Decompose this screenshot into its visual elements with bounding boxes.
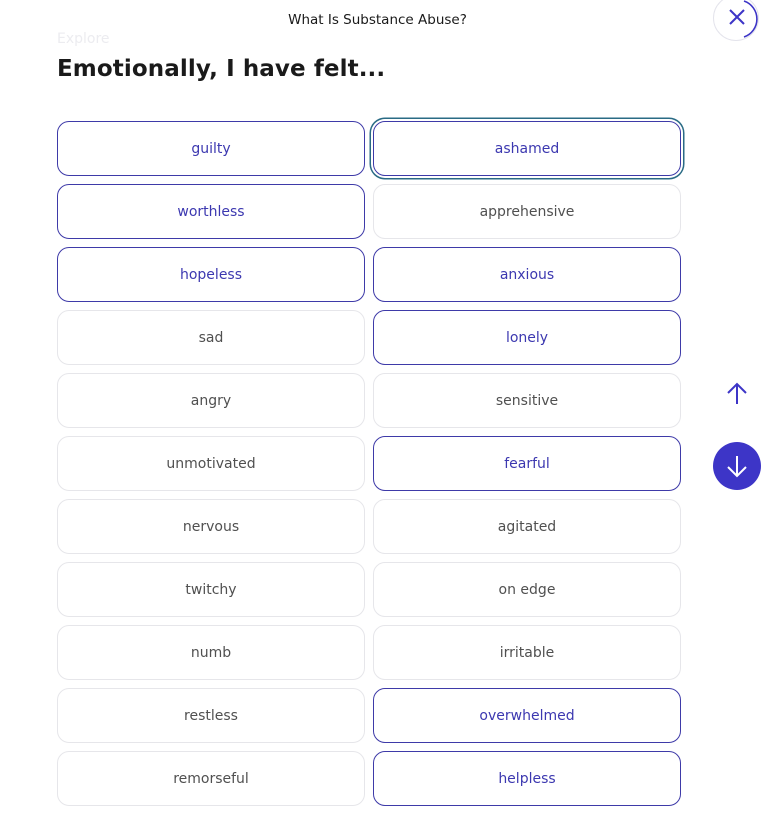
arrow-down-icon xyxy=(713,442,761,490)
option-chip-ashamed[interactable]: ashamed xyxy=(373,121,681,176)
question-heading: Emotionally, I have felt... xyxy=(57,56,386,82)
option-chip-numb[interactable]: numb xyxy=(57,625,365,680)
option-chip-guilty[interactable]: guilty xyxy=(57,121,365,176)
option-chip-sensitive[interactable]: sensitive xyxy=(373,373,681,428)
close-button[interactable] xyxy=(713,0,759,41)
option-chip-helpless[interactable]: helpless xyxy=(373,751,681,806)
close-icon xyxy=(714,0,760,42)
option-chip-angry[interactable]: angry xyxy=(57,373,365,428)
option-chip-on-edge[interactable]: on edge xyxy=(373,562,681,617)
explore-label: Explore xyxy=(57,31,110,47)
option-chip-unmotivated[interactable]: unmotivated xyxy=(57,436,365,491)
option-chip-overwhelmed[interactable]: overwhelmed xyxy=(373,688,681,743)
option-chip-worthless[interactable]: worthless xyxy=(57,184,365,239)
option-chip-remorseful[interactable]: remorseful xyxy=(57,751,365,806)
arrow-up-icon xyxy=(713,370,761,418)
options-grid xyxy=(57,121,681,806)
option-chip-fearful[interactable]: fearful xyxy=(373,436,681,491)
page-title: What Is Substance Abuse? xyxy=(288,12,467,28)
option-chip-agitated[interactable]: agitated xyxy=(373,499,681,554)
scroll-up-button[interactable] xyxy=(713,370,761,418)
option-chip-twitchy[interactable]: twitchy xyxy=(57,562,365,617)
option-chip-lonely[interactable]: lonely xyxy=(373,310,681,365)
option-chip-anxious[interactable]: anxious xyxy=(373,247,681,302)
option-chip-hopeless[interactable]: hopeless xyxy=(57,247,365,302)
option-chip-irritable[interactable]: irritable xyxy=(373,625,681,680)
option-chip-sad[interactable]: sad xyxy=(57,310,365,365)
option-chip-apprehensive[interactable]: apprehensive xyxy=(373,184,681,239)
option-chip-nervous[interactable]: nervous xyxy=(57,499,365,554)
scroll-down-button[interactable] xyxy=(713,442,761,490)
option-chip-restless[interactable]: restless xyxy=(57,688,365,743)
